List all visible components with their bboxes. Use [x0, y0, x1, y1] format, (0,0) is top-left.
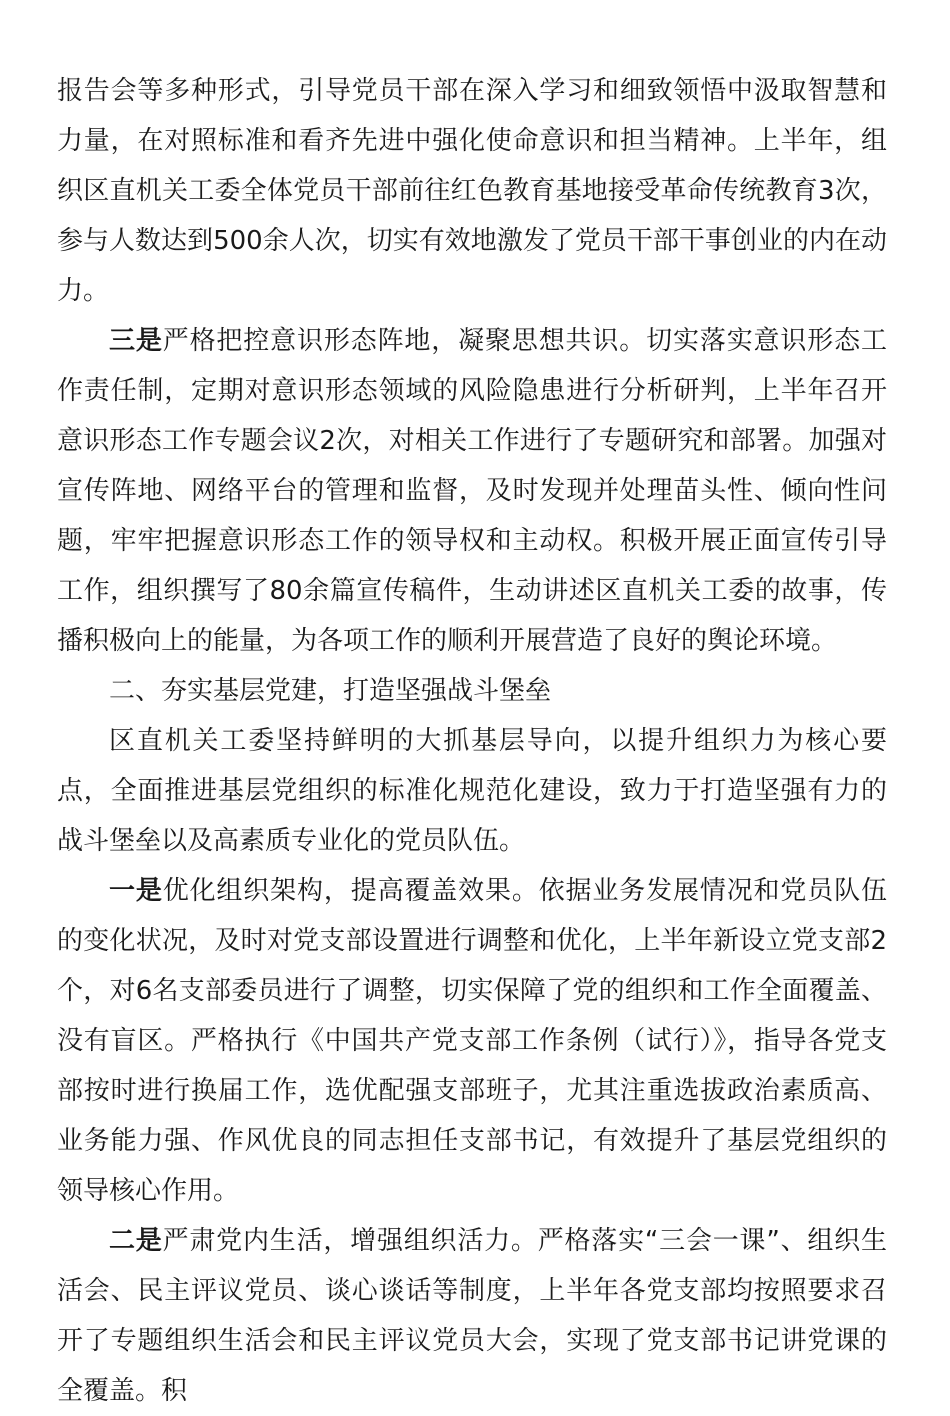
paragraph-5-text: 优化组织架构，提高覆盖效果。依据业务发展情况和党员队伍的变化状况，及时对党支部设置进行调整和优化，上半年新设立党支部2个，对6名支部委员进行了调整，切实保障了党的组织和工作全面覆盖、没有盲区。严格执行《中国共产党支部工作条例（试行）》，指导各党支部按时进行换届工作，选优配强支部班子，尤其注重选拔政治素质高、业务能力强、作风优良的同志担任支部书记，有效提升了基层党组织的领导核心作用。: [57, 876, 887, 1206]
paragraph-1: [57, 66, 887, 316]
paragraph-6-lead: 二是: [109, 1226, 163, 1256]
document-page: [57, 66, 887, 1416]
paragraph-4-text: 区直机关工委坚持鲜明的大抓基层导向，以提升组织力为核心要点，全面推进基层党组织的标准化规范化建设，致力于打造坚强有力的战斗堡垒以及高素质专业化的党员队伍。: [57, 726, 887, 856]
section-heading-text: 二、夯实基层党建，打造坚强战斗堡垒: [109, 676, 552, 706]
paragraph-2: [57, 316, 887, 666]
paragraph-5-lead: 一是: [109, 876, 163, 906]
paragraph-2-lead: 三是: [109, 326, 163, 356]
paragraph-2-text: 严格把控意识形态阵地，凝聚思想共识。切实落实意识形态工作责任制，定期对意识形态领域的风险隐患进行分析研判，上半年召开意识形态工作专题会议2次，对相关工作进行了专题研究和部署。加强对宣传阵地、网络平台的管理和监督，及时发现并处理苗头性、倾向性问题，牢牢把握意识形态工作的领导权和主动权。积极开展正面宣传引导工作，组织撰写了80余篇宣传稿件，生动讲述区直机关工委的故事，传播积极向上的能量，为各项工作的顺利开展营造了良好的舆论环境。: [57, 326, 887, 656]
section-heading: [57, 666, 887, 716]
paragraph-4: [57, 716, 887, 866]
paragraph-1-text: 报告会等多种形式，引导党员干部在深入学习和细致领悟中汲取智慧和力量，在对照标准和看齐先进中强化使命意识和担当精神。上半年，组织区直机关工委全体党员干部前往红色教育基地接受革命传统教育3次，参与人数达到500余人次，切实有效地激发了党员干部干事创业的内在动力。: [57, 76, 887, 306]
paragraph-6-text: 严肃党内生活，增强组织活力。严格落实“三会一课”、组织生活会、民主评议党员、谈心谈话等制度，上半年各党支部均按照要求召开了专题组织生活会和民主评议党员大会，实现了党支部书记讲党课的全覆盖。积: [57, 1226, 887, 1406]
paragraph-5: [57, 866, 887, 1216]
paragraph-6: [57, 1216, 887, 1416]
